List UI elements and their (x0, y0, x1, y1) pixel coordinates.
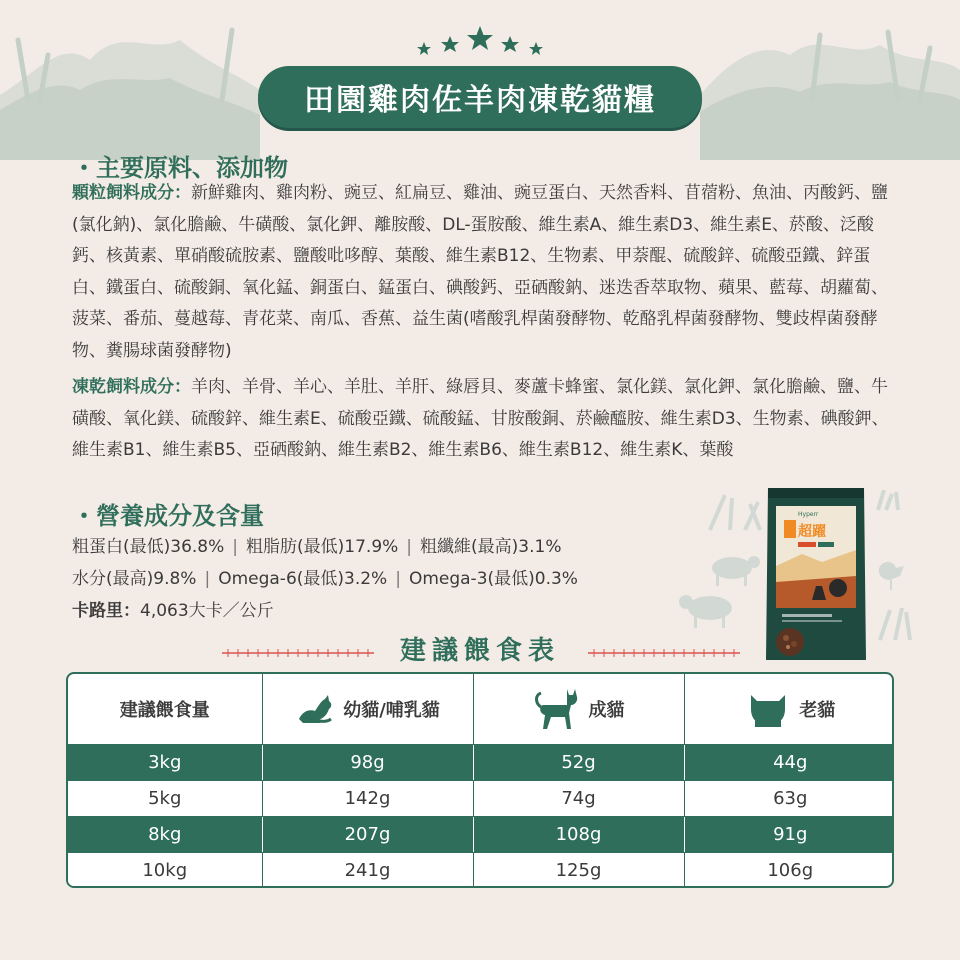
calorie-row (72, 596, 274, 621)
ingredients-heading: ・主要原料、添加物 (72, 154, 288, 182)
adult-cat-icon (533, 685, 581, 733)
kibble-ingredients (72, 178, 892, 367)
table-cell: 108g (473, 816, 684, 852)
table-cell: 10kg (68, 852, 262, 888)
table-cell: 8kg (68, 816, 262, 852)
crude-protein: 粗蛋白(最低)36.8% (72, 537, 225, 557)
table-row (68, 816, 894, 852)
page-title: 田園雞肉佐羊肉凍乾貓糧 (258, 66, 702, 128)
moisture: 水分(最高)9.8% (72, 569, 197, 589)
kibble-label: 顆粒飼料成分： (72, 183, 191, 203)
freeze-label: 凍乾飼料成分： (72, 377, 191, 397)
calorie-label: 卡路里： (72, 601, 140, 621)
table-row (68, 780, 894, 816)
header-adult-label: 成貓 (588, 699, 625, 721)
table-cell: 3kg (68, 744, 262, 780)
nutrition-heading: ・營養成分及含量 (72, 502, 264, 530)
table-cell: 106g (684, 852, 894, 888)
freeze-text: 羊肉、羊骨、羊心、羊肚、羊肝、綠唇貝、麥蘆卡蜂蜜、氯化鎂、氯化鉀、氯化膽鹼、鹽、牛磺酸、氧化鎂、硫酸鋅、維生素E、硫酸亞鐵、硫酸錳、甘胺酸銅、菸鹼醯胺、維生素D3、生物素、碘酸鉀、維生素B1、維生素B5、亞硒酸鈉、維生素B2、維生素B6、維生素B12、維生素K、葉酸 (72, 377, 889, 460)
senior-cat-icon (745, 689, 791, 729)
nutrition-row-1: 粗蛋白(最低)36.8% | 粗脂肪(最低)17.9% | 粗纖維(最高)3.1% (72, 537, 562, 557)
omega-3: Omega-3(最低)0.3% (408, 569, 578, 589)
table-cell: 52g (473, 744, 684, 780)
table-cell: 142g (262, 780, 473, 816)
omega-6: Omega-6(最低)3.2% (218, 569, 388, 589)
crude-fat: 粗脂肪(最低)17.9% (246, 537, 399, 557)
decorative-line-right (588, 648, 740, 658)
star-icon (410, 24, 550, 58)
kibble-text: 新鮮雞肉、雞肉粉、豌豆、紅扁豆、雞油、豌豆蛋白、天然香料、苜蓿粉、魚油、丙酸鈣、鹽(氯化鈉)、氯化膽鹼、牛磺酸、氯化鉀、離胺酸、DL-蛋胺酸、維生素A、維生素D3、維生素E、菸酸、泛酸鈣、核黃素、單硝酸硫胺素、鹽酸吡哆醇、葉酸、維生素B12、生物素、甲萘醌、硫酸鋅、硫酸亞鐵、鋅蛋白、鐵蛋白、硫酸銅、氧化錳、銅蛋白、錳蛋白、碘酸鈣、亞硒酸鈉、迷迭香萃取物、蘋果、藍莓、胡蘿蔔、菠菜、番茄、蔓越莓、青花菜、南瓜、香蕉、益生菌(嗜酸乳桿菌發酵物、乾酪乳桿菌發酵物、雙歧桿菌發酵物、糞腸球菌發酵物) (72, 183, 888, 361)
kitten-icon (295, 689, 335, 729)
product-package-image (762, 484, 870, 662)
header-senior-label: 老貓 (799, 699, 836, 721)
header-kitten-label: 幼貓/哺乳貓 (343, 699, 440, 721)
table-cell: 44g (684, 744, 894, 780)
header-weight-label: 建議餵食量 (119, 699, 210, 721)
table-row (68, 744, 894, 780)
table-cell: 74g (473, 780, 684, 816)
table-cell: 207g (262, 816, 473, 852)
freeze-dried-ingredients (72, 372, 892, 467)
table-cell: 5kg (68, 780, 262, 816)
table-cell: 98g (262, 744, 473, 780)
header-adult (473, 674, 684, 744)
header-weight (68, 674, 262, 744)
nutrition-row-2: 水分(最高)9.8% | Omega-6(最低)3.2% | Omega-3(最低)0.3% (72, 569, 578, 589)
feeding-table (66, 672, 894, 888)
table-cell: 241g (262, 852, 473, 888)
header-senior (684, 674, 894, 744)
header-kitten (262, 674, 473, 744)
table-cell: 91g (684, 816, 894, 852)
feeding-table-title: 建議餵食表 (399, 636, 560, 666)
table-row (68, 852, 894, 888)
table-cell: 125g (473, 852, 684, 888)
crude-fiber: 粗纖維(最高)3.1% (420, 537, 562, 557)
decorative-line-left (222, 648, 374, 658)
table-header-row (68, 674, 894, 744)
brand-text: Hyperr (798, 511, 819, 518)
brand-label: 超躍 (798, 524, 826, 540)
table-cell: 63g (684, 780, 894, 816)
calorie-value: 4,063大卡／公斤 (140, 601, 274, 621)
